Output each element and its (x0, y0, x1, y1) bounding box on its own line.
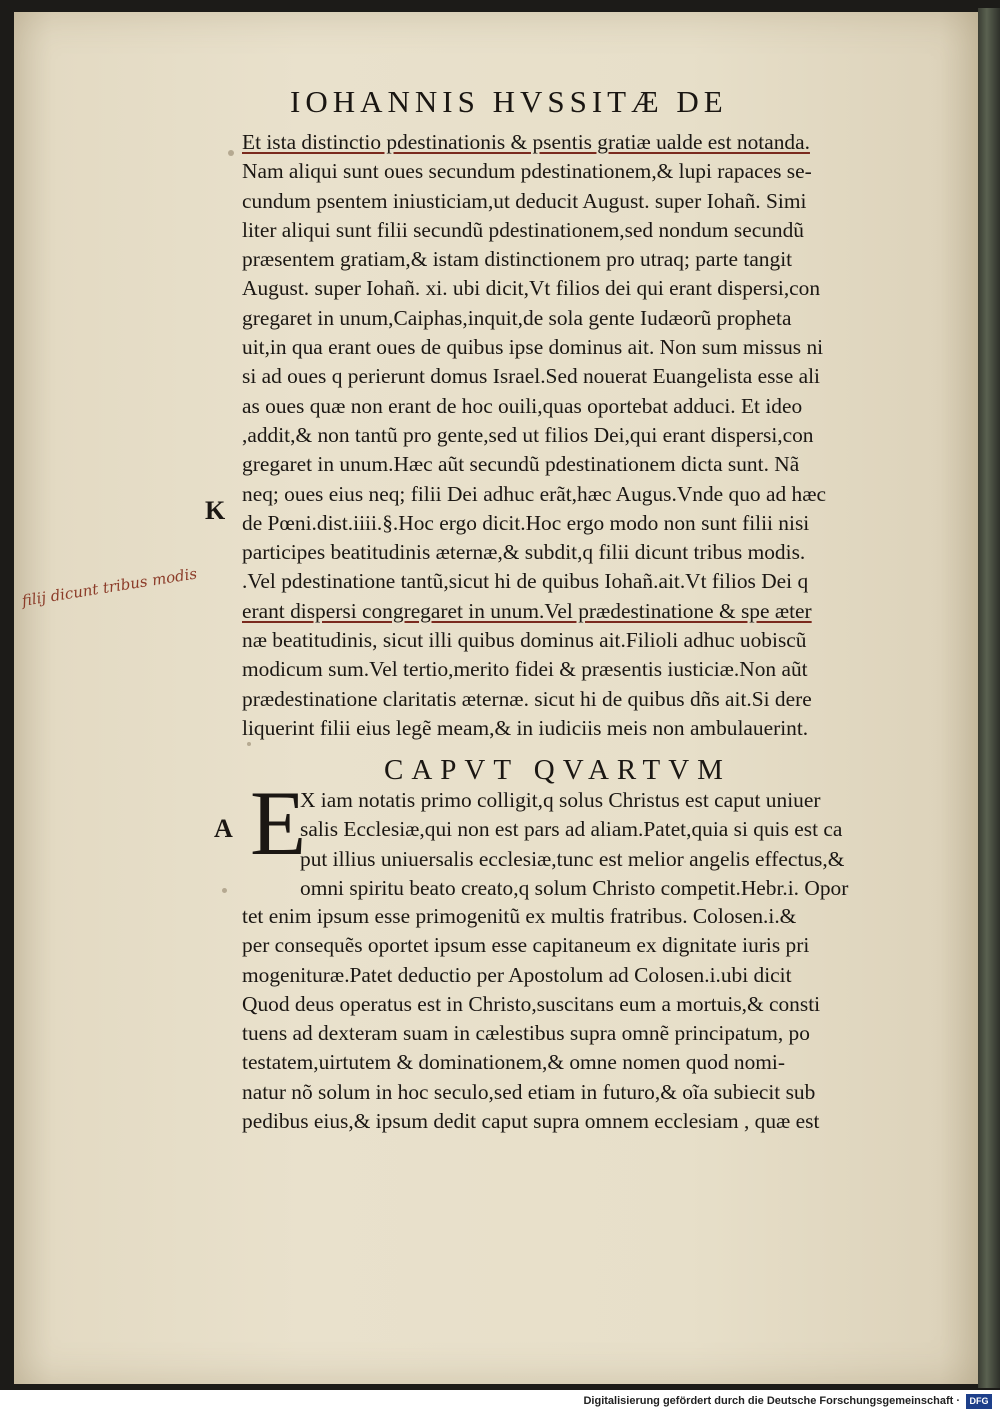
text-line: tet enim ipsum esse primogenitũ ex multis fratribus. Colosen.i.& (242, 904, 797, 928)
text-line: erant dispersi congregaret in unum.Vel prædestinatione & spe æter (242, 598, 812, 623)
text-line: per consequẽs oportet ipsum esse capitaneum ex dignitate iuris pri (242, 933, 810, 958)
text-line: præsentem gratiam,& istam distinctionem pro utraq; parte tangit (242, 247, 793, 272)
text-line: neq; oues eius neq; filii Dei adhuc erãt,hæc Augus.Vnde quo ad hæc (242, 481, 826, 506)
text-block-section-1 (242, 128, 918, 743)
text-line: put illius uniuersalis ecclesiæ,tunc est melior angelis effectus,& (300, 846, 845, 871)
paper-spot (247, 742, 251, 746)
text-line: mogenituræ.Patet deductio per Apostolum ad Colosen.i.ubi dicit (242, 962, 792, 987)
text-line: Quod deus operatus est in Christo,suscitans eum a mortuis,& consti (242, 991, 821, 1016)
text-line: cundum psentem iniusticiam,ut deducit August. super Iohañ. Simi (242, 188, 807, 213)
footer-credit: Digitalisierung gefördert durch die Deutsche Forschungsgemeinschaft · (583, 1395, 960, 1407)
dfg-logo: DFG (966, 1394, 992, 1409)
text-line: liter aliqui sunt filii secundũ pdestinationem,sed nondum secundũ (242, 217, 805, 242)
text-block-chapter-indented (300, 786, 920, 903)
text-line: Nam aliqui sunt oues secundum pdestinationem,& lupi rapaces se- (242, 159, 812, 184)
text-line: næ beatitudinis, sicut illi quibus dominus ait.Filioli adhuc uobiscũ (242, 628, 807, 653)
text-line: prædestinatione claritatis æternæ. sicut hi de quibus dñs ait.Si dere (242, 686, 812, 711)
text-line: gregaret in unum,Caiphas,inquit,de sola gente Iudæorũ propheta (242, 305, 792, 330)
text-line: as oues quæ non erant de hoc ouili,quas oportebat adduci. Et ideo (242, 393, 803, 418)
text-line: natur nõ solum in hoc seculo,sed etiam in futuro,& oĩa subiecit sub (242, 1079, 816, 1104)
running-head: IOHANNIS HVSSITÆ DE (290, 84, 728, 119)
text-line: de Pœni.dist.iiii.§.Hoc ergo dicit.Hoc ergo modo non sunt filii nisi (242, 510, 810, 535)
book-binding-edge (978, 8, 1000, 1388)
text-line: pedibus eius,& ipsum dedit caput supra omnem ecclesiam , quæ est (242, 1109, 820, 1134)
text-line: testatem,uirtutem & dominationem,& omne nomen quod nomi- (242, 1050, 785, 1075)
text-line: modicum sum.Vel tertio,merito fidei & præsentis iusticiæ.Non aũt (242, 657, 808, 682)
footer-strip (0, 1390, 1000, 1414)
text-line: ,addit,& non tantũ pro gente,sed ut filios Dei,qui erant dispersi,con (242, 422, 814, 447)
decorated-initial: E (250, 772, 307, 874)
text-block-chapter (242, 902, 918, 1136)
margin-letter-k: K (205, 496, 226, 525)
text-line: tuens ad dexteram suam in cælestibus supra omnẽ principatum, po (242, 1021, 810, 1046)
text-line: X iam notatis primo colligit,q solus Christus est caput uniuer (300, 788, 821, 812)
text-line: .Vel pdestinatione tantũ,sicut hi de quibus Iohañ.ait.Vt filios Dei q (242, 569, 809, 594)
chapter-heading: CAPVT QVARTVM (384, 754, 731, 786)
text-line: omni spiritu beato creato,q solum Christo competit.Hebr.i. Opor (300, 875, 849, 900)
margin-letter-a: A (214, 814, 233, 843)
handwritten-margin-note: filij dicunt tribus modis (20, 564, 199, 610)
text-line: si ad oues q perierunt domus Israel.Sed nouerat Euangelista esse ali (242, 364, 820, 389)
paper-spot (222, 888, 227, 893)
paper-spot (228, 150, 234, 156)
text-line: uit,in qua erant oues de quibus ipse dominus ait. Non sum missus ni (242, 335, 824, 360)
text-line: August. super Iohañ. xi. ubi dicit,Vt filios dei qui erant dispersi,con (242, 276, 821, 301)
text-line: Et ista distinctio pdestinationis & psentis gratiæ ualde est notanda. (242, 130, 810, 154)
text-line: participes beatitudinis æternæ,& subdit,q filii dicunt tribus modis. (242, 540, 806, 565)
text-line: salis Ecclesiæ,qui non est pars ad aliam.Patet,quia si quis est ca (300, 817, 843, 842)
text-line: gregaret in unum.Hæc aũt secundũ pdestinationem dicta sunt. Nã (242, 452, 800, 477)
text-line: liquerint filii eius legẽ meam,& in iudiciis meis non ambulauerint. (242, 715, 809, 740)
